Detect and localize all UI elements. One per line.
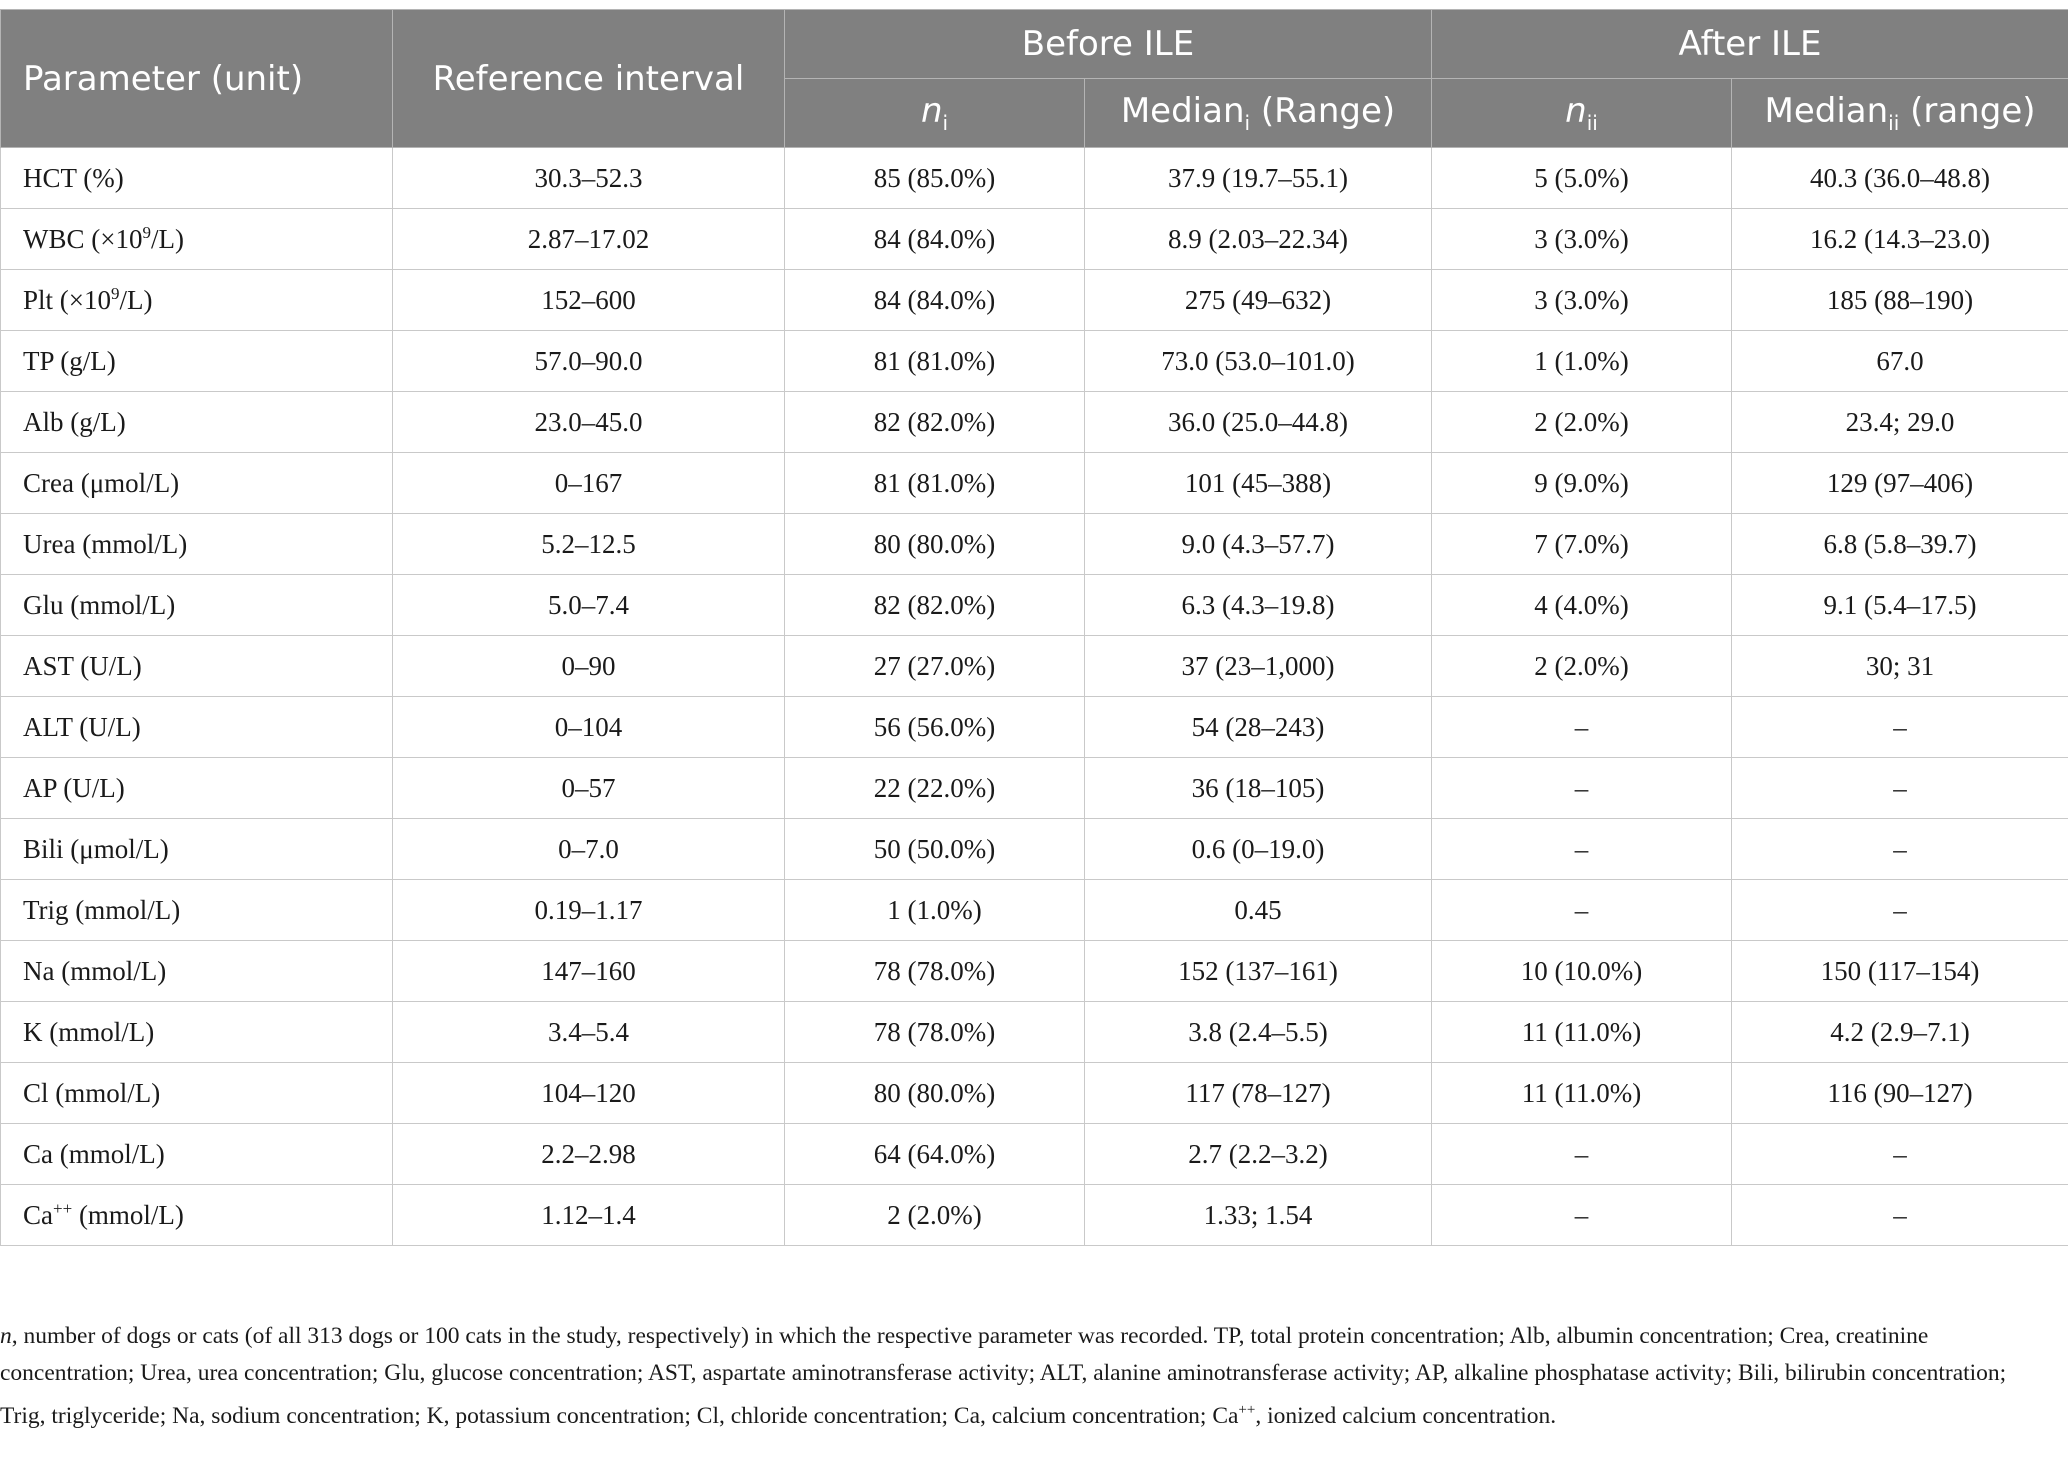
table-row: [1, 575, 2068, 636]
header-n-ii: $n_{ii}$: [1432, 79, 1732, 148]
parameter-cell: ALT (U/L): [1, 697, 393, 758]
reference-cell: 0–90: [393, 636, 785, 697]
table-row: [1, 1063, 2068, 1124]
parameter-cell: Ca (mmol/L): [1, 1124, 393, 1185]
table-row: [1, 392, 2068, 453]
table-row: [1, 941, 2068, 1002]
median-after-cell: –: [1732, 1185, 2068, 1246]
reference-cell: 5.2–12.5: [393, 514, 785, 575]
n-after-cell: 2 (2.0%): [1432, 636, 1732, 697]
header-reference: Reference interval: [393, 10, 785, 148]
reference-cell: 104–120: [393, 1063, 785, 1124]
table-footnote: [0, 1318, 2050, 1435]
reference-cell: 1.12–1.4: [393, 1185, 785, 1246]
reference-cell: 30.3–52.3: [393, 148, 785, 209]
median-after-cell: –: [1732, 758, 2068, 819]
n-after-cell: –: [1432, 819, 1732, 880]
reference-cell: 147–160: [393, 941, 785, 1002]
median-before-cell: 9.0 (4.3–57.7): [1085, 514, 1432, 575]
median-before-cell: 2.7 (2.2–3.2): [1085, 1124, 1432, 1185]
table-row: [1, 148, 2068, 209]
median-after-cell: 16.2 (14.3–23.0): [1732, 209, 2068, 270]
n-after-cell: 5 (5.0%): [1432, 148, 1732, 209]
median-after-cell: 150 (117–154): [1732, 941, 2068, 1002]
n-before-cell: 56 (56.0%): [785, 697, 1085, 758]
median-after-cell: –: [1732, 880, 2068, 941]
footnote-text-end: , ionized calcium concentration.: [1255, 1402, 1557, 1429]
median-before-cell: 37 (23–1,000): [1085, 636, 1432, 697]
n-before-cell: 1 (1.0%): [785, 880, 1085, 941]
n-before-cell: 78 (78.0%): [785, 1002, 1085, 1063]
n-after-cell: 1 (1.0%): [1432, 331, 1732, 392]
header-median-i: Median$_i$ (Range): [1085, 79, 1432, 148]
parameter-cell: AST (U/L): [1, 636, 393, 697]
n-after-cell: –: [1432, 880, 1732, 941]
median-before-cell: 73.0 (53.0–101.0): [1085, 331, 1432, 392]
n-before-cell: 82 (82.0%): [785, 392, 1085, 453]
n-before-cell: 80 (80.0%): [785, 1063, 1085, 1124]
n-before-cell: 78 (78.0%): [785, 941, 1085, 1002]
data-table: [0, 9, 2068, 1246]
median-before-cell: 36 (18–105): [1085, 758, 1432, 819]
median-after-cell: 129 (97–406): [1732, 453, 2068, 514]
reference-cell: 0–104: [393, 697, 785, 758]
median-after-cell: 67.0: [1732, 331, 2068, 392]
median-before-cell: 152 (137–161): [1085, 941, 1432, 1002]
n-after-cell: 2 (2.0%): [1432, 392, 1732, 453]
median-after-cell: 30; 31: [1732, 636, 2068, 697]
median-before-cell: 0.6 (0–19.0): [1085, 819, 1432, 880]
n-after-cell: –: [1432, 1185, 1732, 1246]
reference-cell: 23.0–45.0: [393, 392, 785, 453]
median-after-cell: 4.2 (2.9–7.1): [1732, 1002, 2068, 1063]
table-row: [1, 1185, 2068, 1246]
median-before-cell: 275 (49–632): [1085, 270, 1432, 331]
table-row: [1, 1124, 2068, 1185]
median-after-cell: –: [1732, 1124, 2068, 1185]
median-after-cell: 185 (88–190): [1732, 270, 2068, 331]
header-before: Before ILE: [785, 10, 1432, 79]
n-after-cell: 7 (7.0%): [1432, 514, 1732, 575]
median-after-cell: –: [1732, 819, 2068, 880]
table-row: [1, 1002, 2068, 1063]
footnote-text: , number of dogs or cats (of all 313 dogs or 100 cats in the study, respectively) in which the respective parameter was recorded. TP, total protein concentration; Alb, albumin concentration; Crea, creatinine concentration; Urea, urea concentration; Glu, glucose concentration; AST, aspartate aminotransferase activity; ALT, alanine aminotransferase activity; AP, alkaline phosphatase activity; Bili, bilirubin concentration; Trig, triglyceride; Na, sodium concentration; K, potassium concentration; Cl, chloride concentration; Ca, calcium concentration; Ca: [0, 1323, 2007, 1429]
n-before-cell: 81 (81.0%): [785, 331, 1085, 392]
median-after-cell: 116 (90–127): [1732, 1063, 2068, 1124]
median-before-cell: 1.33; 1.54: [1085, 1185, 1432, 1246]
n-before-cell: 84 (84.0%): [785, 209, 1085, 270]
n-after-cell: 3 (3.0%): [1432, 209, 1732, 270]
n-after-cell: –: [1432, 697, 1732, 758]
table-body: [1, 148, 2068, 1246]
n-after-cell: 11 (11.0%): [1432, 1002, 1732, 1063]
reference-cell: 2.87–17.02: [393, 209, 785, 270]
header-after: After ILE: [1432, 10, 2068, 79]
parameter-cell: Urea (mmol/L): [1, 514, 393, 575]
median-before-cell: 36.0 (25.0–44.8): [1085, 392, 1432, 453]
median-before-cell: 3.8 (2.4–5.5): [1085, 1002, 1432, 1063]
median-before-cell: 54 (28–243): [1085, 697, 1432, 758]
reference-cell: 0.19–1.17: [393, 880, 785, 941]
parameter-cell: Cl (mmol/L): [1, 1063, 393, 1124]
n-after-cell: 3 (3.0%): [1432, 270, 1732, 331]
parameter-cell: Na (mmol/L): [1, 941, 393, 1002]
header-median-ii: Median$_{ii}$ (range): [1732, 79, 2068, 148]
reference-cell: 2.2–2.98: [393, 1124, 785, 1185]
table-container: [0, 9, 2068, 1246]
header-row-top: [1, 10, 2068, 79]
parameter-cell: Crea (μmol/L): [1, 453, 393, 514]
header-n-i: $n_i$: [785, 79, 1085, 148]
n-before-cell: 2 (2.0%): [785, 1185, 1085, 1246]
table-row: [1, 209, 2068, 270]
parameter-cell: Bili (μmol/L): [1, 819, 393, 880]
n-before-cell: 81 (81.0%): [785, 453, 1085, 514]
n-before-cell: 84 (84.0%): [785, 270, 1085, 331]
n-before-cell: 82 (82.0%): [785, 575, 1085, 636]
median-after-cell: 9.1 (5.4–17.5): [1732, 575, 2068, 636]
parameter-cell: Trig (mmol/L): [1, 880, 393, 941]
n-after-cell: 11 (11.0%): [1432, 1063, 1732, 1124]
median-after-cell: 40.3 (36.0–48.8): [1732, 148, 2068, 209]
n-before-cell: 80 (80.0%): [785, 514, 1085, 575]
table-row: [1, 819, 2068, 880]
parameter-cell: HCT (%): [1, 148, 393, 209]
median-before-cell: 117 (78–127): [1085, 1063, 1432, 1124]
footnote-sup: ++: [1238, 1402, 1256, 1418]
parameter-cell: Plt $(\times 10^9/L)$: [1, 270, 393, 331]
parameter-cell: AP (U/L): [1, 758, 393, 819]
median-after-cell: 23.4; 29.0: [1732, 392, 2068, 453]
parameter-cell: Glu (mmol/L): [1, 575, 393, 636]
reference-cell: 0–57: [393, 758, 785, 819]
table-row: [1, 270, 2068, 331]
footnote-n: n: [0, 1323, 12, 1349]
median-before-cell: 8.9 (2.03–22.34): [1085, 209, 1432, 270]
parameter-cell: TP (g/L): [1, 331, 393, 392]
reference-cell: 57.0–90.0: [393, 331, 785, 392]
n-after-cell: –: [1432, 1124, 1732, 1185]
table-row: [1, 331, 2068, 392]
n-after-cell: 10 (10.0%): [1432, 941, 1732, 1002]
n-before-cell: 22 (22.0%): [785, 758, 1085, 819]
reference-cell: 0–167: [393, 453, 785, 514]
n-before-cell: 50 (50.0%): [785, 819, 1085, 880]
parameter-cell: Alb (g/L): [1, 392, 393, 453]
table-row: [1, 636, 2068, 697]
median-before-cell: 37.9 (19.7–55.1): [1085, 148, 1432, 209]
parameter-cell: WBC $(\times 10^9/L)$: [1, 209, 393, 270]
median-before-cell: 6.3 (4.3–19.8): [1085, 575, 1432, 636]
table-row: [1, 697, 2068, 758]
header-parameter: Parameter (unit): [1, 10, 393, 148]
median-before-cell: 0.45: [1085, 880, 1432, 941]
n-before-cell: 85 (85.0%): [785, 148, 1085, 209]
n-after-cell: –: [1432, 758, 1732, 819]
reference-cell: 3.4–5.4: [393, 1002, 785, 1063]
reference-cell: 5.0–7.4: [393, 575, 785, 636]
table-row: [1, 514, 2068, 575]
table-row: [1, 453, 2068, 514]
n-after-cell: 9 (9.0%): [1432, 453, 1732, 514]
n-after-cell: 4 (4.0%): [1432, 575, 1732, 636]
parameter-cell: Ca++ (mmol/L): [1, 1185, 393, 1246]
median-after-cell: 6.8 (5.8–39.7): [1732, 514, 2068, 575]
median-before-cell: 101 (45–388): [1085, 453, 1432, 514]
n-before-cell: 64 (64.0%): [785, 1124, 1085, 1185]
parameter-cell: K (mmol/L): [1, 1002, 393, 1063]
table-row: [1, 880, 2068, 941]
table-row: [1, 758, 2068, 819]
reference-cell: 152–600: [393, 270, 785, 331]
reference-cell: 0–7.0: [393, 819, 785, 880]
median-after-cell: –: [1732, 697, 2068, 758]
n-before-cell: 27 (27.0%): [785, 636, 1085, 697]
